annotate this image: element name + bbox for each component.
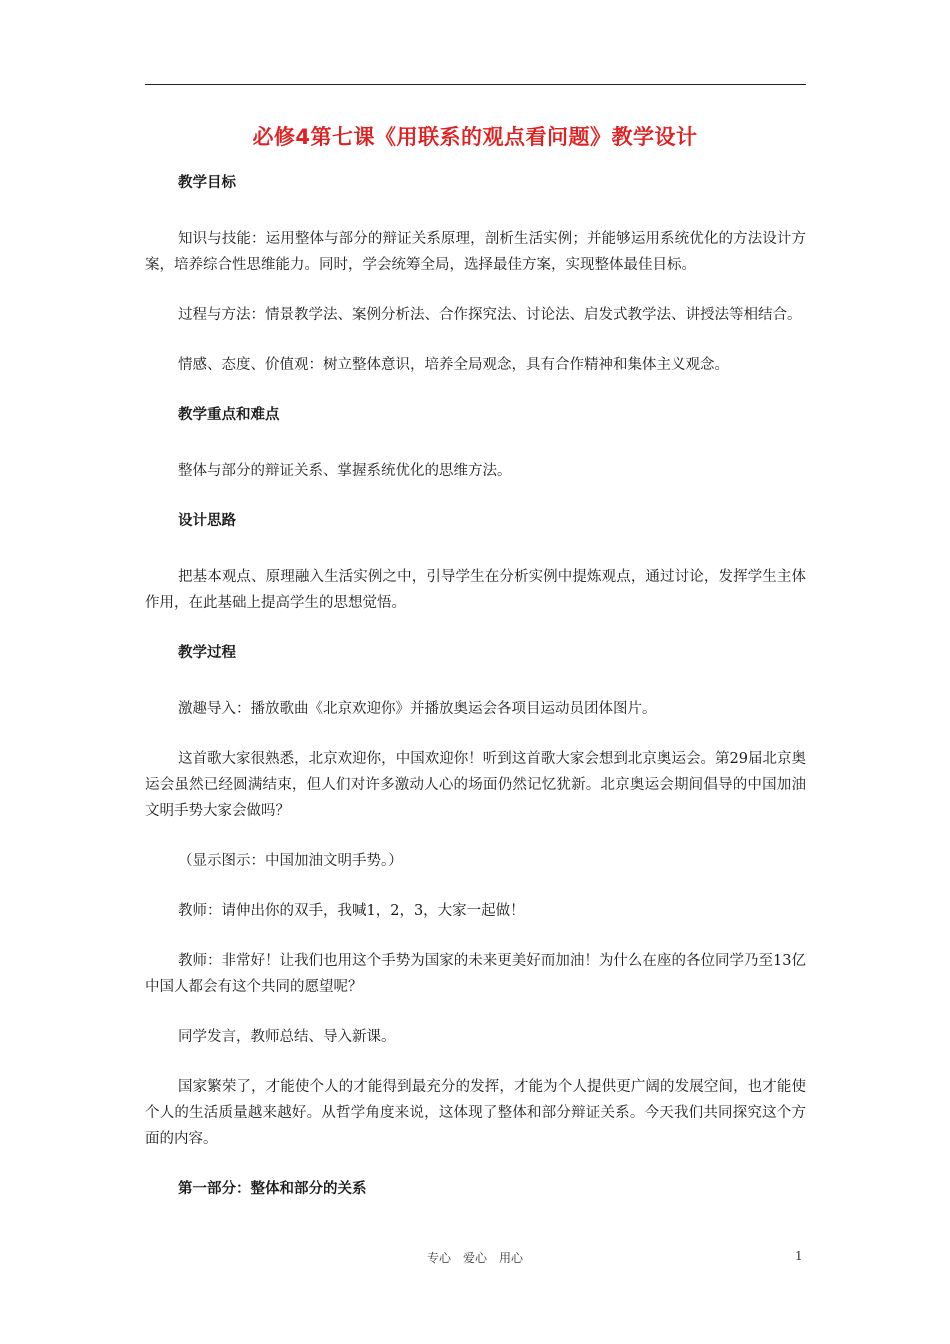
heading-key-points: 教学重点和难点 [178, 407, 280, 423]
paragraph-student-speak: 同学发言，教师总结、导入新课。 [178, 1029, 396, 1045]
paragraph-knowledge-skills: 知识与技能：运用整体与部分的辩证关系原理，剖析生活实例；并能够运用系统优化的方法设计方案，培养综合性思维能力。同时，学会统筹全局，选择最佳方案，实现整体最佳目标。 [145, 231, 806, 273]
paragraph-design-idea: 把基本观点、原理融入生活实例之中，引导学生在分析实例中提炼观点，通过讨论，发挥学生主体作用，在此基础上提高学生的思想觉悟。 [145, 569, 806, 611]
paragraph-teacher-2: 教师：非常好！让我们也用这个手势为国家的未来更美好而加油！为什么在座的各位同学乃至13亿中国人都会有这个共同的愿望呢？ [145, 953, 806, 995]
paragraph-country-prosper: 国家繁荣了，才能使个人的才能得到最充分的发挥，才能为个人提供更广阔的发展空间，也才能使个人的生活质量越来越好。从哲学角度来说，这体现了整体和部分辩证关系。今天我们共同探究这个方面的内容。 [145, 1079, 806, 1147]
paragraph-values: 情感、态度、价值观：树立整体意识，培养全局观念，具有合作精神和集体主义观念。 [178, 357, 729, 373]
paragraph-process-methods: 过程与方法：情景教学法、案例分析法、合作探究法、讨论法、启发式教学法、讲授法等相结合。 [178, 307, 802, 323]
paragraph-teacher-1: 教师：请伸出你的双手，我喊1，2，3，大家一起做！ [178, 903, 525, 919]
paragraph-intro: 激趣导入：播放歌曲《北京欢迎你》并播放奥运会各项目运动员团体图片。 [178, 701, 657, 717]
paragraph-show-gesture: （显示图示：中国加油文明手势。） [178, 853, 403, 869]
heading-part-one: 第一部分：整体和部分的关系 [178, 1181, 367, 1197]
heading-teaching-process: 教学过程 [178, 645, 236, 661]
heading-design-idea: 设计思路 [178, 513, 236, 529]
paragraph-key-points: 整体与部分的辩证关系、掌握系统优化的思维方法。 [178, 463, 512, 479]
document-body [145, 170, 806, 1232]
paragraph-olympics: 这首歌大家很熟悉，北京欢迎你，中国欢迎你！听到这首歌大家会想到北京奥运会。第29届北京奥运会虽然已经圆满结束，但人们对许多激动人心的场面仍然记忆犹新。北京奥运会期间倡导的中国加油文明手势大家会做吗？ [145, 751, 806, 819]
footer-slogan: 专心 爱心 用心 [426, 1251, 523, 1265]
document-title: 必修4第七课《用联系的观点看问题》教学设计 [252, 125, 698, 149]
header-rule [145, 84, 806, 85]
page-number: 1 [795, 1249, 803, 1263]
heading-objectives: 教学目标 [178, 175, 236, 191]
